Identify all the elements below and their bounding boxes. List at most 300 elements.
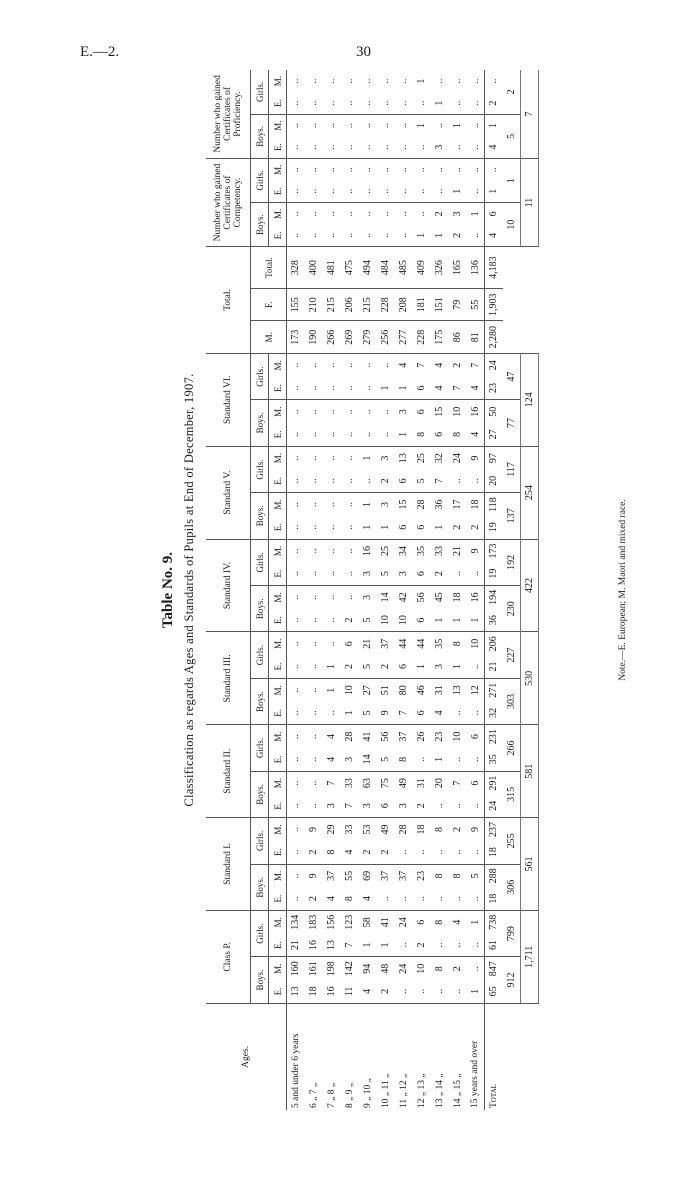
data-cell: .. [341, 225, 359, 247]
data-cell: 51 [380, 685, 391, 696]
total-cell: 23 [485, 377, 503, 400]
data-cell: 215 [323, 288, 341, 320]
data-cell: 4 [326, 734, 337, 740]
page-number: 30 [356, 44, 371, 60]
m-header: M. [269, 353, 287, 376]
data-cell: 27 [362, 685, 373, 696]
data-cell: 2 [305, 887, 323, 910]
ages-header: Ages. [206, 1003, 287, 1110]
data-cell: 34 [398, 545, 409, 556]
data-cell: 7 [341, 934, 359, 957]
data-cell: 37 [398, 870, 409, 881]
data-cell: 181 [413, 288, 431, 320]
data-cell: .. [359, 423, 377, 446]
data-cell: 6 [395, 469, 413, 492]
total-cell: 1,903 [485, 288, 503, 320]
group-header: Standard I. [206, 818, 251, 911]
data-cell: 4 [323, 748, 341, 771]
data-cell: 48 [380, 963, 391, 974]
data-cell: .. [467, 794, 485, 817]
subtotal-cell: 117 [503, 446, 521, 492]
data-cell: 18 [452, 592, 463, 603]
data-cell: 6 [344, 641, 355, 647]
subtotal-cell: 230 [503, 586, 521, 632]
m-header: M. [269, 864, 287, 887]
data-cell: .. [362, 409, 373, 415]
data-cell: 4 [467, 423, 485, 446]
data-cell: 45 [434, 592, 445, 603]
data-cell: 13 [398, 453, 409, 464]
data-cell: .. [287, 225, 305, 247]
table-row [395, 70, 413, 1110]
data-cell: 2 [413, 934, 431, 957]
data-cell: 5 [377, 748, 395, 771]
data-cell: 7 [416, 362, 427, 368]
data-cell: 4 [323, 887, 341, 910]
data-cell: 165 [449, 247, 467, 289]
age-cell: 7 „ 8 „ [323, 1003, 341, 1110]
data-cell: 5 [413, 469, 431, 492]
data-cell: .. [395, 887, 413, 910]
data-cell: .. [344, 548, 355, 554]
data-cell: 33 [344, 824, 355, 835]
data-cell: .. [377, 225, 395, 247]
age-cell: 11 „ 12 „ [395, 1003, 413, 1110]
data-cell: .. [434, 78, 445, 84]
data-cell: 32 [434, 453, 445, 464]
total-cell: 27 [485, 423, 503, 446]
data-cell: 481 [323, 247, 341, 289]
data-cell: 7 [431, 469, 449, 492]
data-cell: .. [305, 92, 323, 114]
data-cell: .. [344, 455, 355, 461]
data-cell: .. [326, 455, 337, 461]
data-cell: 10 [395, 609, 413, 632]
data-cell: .. [305, 516, 323, 539]
e-header: E. [269, 136, 287, 158]
data-cell: .. [290, 780, 302, 786]
data-cell: 206 [341, 288, 359, 320]
data-cell: 42 [398, 592, 409, 603]
total-f-header: F. [251, 288, 287, 320]
table-row [305, 70, 323, 1110]
boys-header: Boys. [251, 203, 269, 247]
data-cell: .. [467, 934, 485, 957]
group-total-cell: 561 [521, 818, 539, 911]
total-cell: 50 [485, 400, 503, 423]
total-cell: 61 [485, 934, 503, 957]
table-row [359, 70, 377, 1110]
data-cell: .. [416, 211, 427, 217]
data-cell: .. [395, 136, 413, 158]
data-cell: .. [416, 167, 427, 173]
data-cell: .. [305, 748, 323, 771]
total-cell: 24 [485, 353, 503, 376]
subtotal-cell: 10 [503, 203, 521, 247]
data-cell: 31 [434, 685, 445, 696]
data-cell: 1 [341, 702, 359, 725]
m-header: M. [269, 586, 287, 609]
data-cell: 2 [377, 841, 395, 864]
data-cell: 2 [377, 469, 395, 492]
data-cell: 175 [431, 321, 449, 353]
data-cell: 3 [452, 211, 463, 217]
data-cell: 16 [469, 406, 481, 417]
data-cell: 81 [467, 321, 485, 353]
data-cell: .. [290, 167, 302, 173]
data-cell: .. [305, 609, 323, 632]
total-cell: 2,280 [485, 321, 503, 353]
m-header: M. [269, 771, 287, 794]
data-cell: 10 [377, 609, 395, 632]
age-cell: 10 „ 11 „ [377, 1003, 395, 1110]
data-cell: .. [469, 167, 481, 173]
boys-header: Boys. [251, 493, 269, 539]
data-cell: 1 [395, 423, 413, 446]
data-cell: .. [344, 211, 355, 217]
data-cell: 23 [416, 870, 427, 881]
data-cell: 5 [377, 562, 395, 585]
data-cell: 173 [287, 321, 305, 353]
data-cell: 2 [452, 826, 463, 832]
data-cell: .. [362, 123, 373, 129]
data-cell: 2 [452, 362, 463, 368]
data-cell: .. [449, 934, 467, 957]
data-cell: .. [323, 423, 341, 446]
girls-header: Girls. [251, 158, 269, 202]
data-cell: 123 [344, 914, 355, 930]
total-m-header: M. [251, 321, 287, 353]
data-cell: 36 [434, 499, 445, 510]
girls-header: Girls. [251, 910, 269, 956]
data-cell: 8 [395, 748, 413, 771]
data-cell: .. [323, 181, 341, 203]
data-cell: .. [449, 841, 467, 864]
total-cell: 1 [485, 181, 503, 203]
girls-header: Girls. [251, 539, 269, 585]
data-cell: 13 [323, 934, 341, 957]
data-cell: 13 [287, 980, 305, 1003]
data-cell: 2 [341, 609, 359, 632]
data-cell: 5 [359, 702, 377, 725]
data-cell: 15 [434, 406, 445, 417]
data-cell: 156 [326, 914, 337, 930]
data-cell: 31 [416, 778, 427, 789]
data-cell: 16 [323, 980, 341, 1003]
data-cell: 29 [326, 824, 337, 835]
data-cell: 21 [362, 638, 373, 649]
data-cell: .. [341, 181, 359, 203]
data-cell: .. [359, 136, 377, 158]
data-cell: 1 [469, 211, 481, 217]
group-header: Standard VI. [206, 353, 251, 446]
data-cell: .. [449, 92, 467, 114]
data-cell: 17 [452, 499, 463, 510]
data-cell: 9 [377, 702, 395, 725]
total-cell: 21 [485, 655, 503, 678]
total-cell: 18 [485, 841, 503, 864]
data-cell: 1 [323, 655, 341, 678]
data-cell: 1 [449, 181, 467, 203]
subtotal-cell: 266 [503, 725, 521, 771]
subtotal-cell: 315 [503, 771, 521, 817]
data-cell: 8 [341, 887, 359, 910]
data-cell: .. [434, 123, 445, 129]
data-cell: 33 [434, 545, 445, 556]
subtotal-cell: 303 [503, 678, 521, 724]
subtotal-cell: 47 [503, 353, 521, 399]
data-cell: .. [452, 78, 463, 84]
table-subtitle: Classification as regards Ages and Standards of Pupils at End of December, 1907. [182, 373, 196, 807]
data-cell: 7 [469, 362, 481, 368]
data-cell: 46 [416, 685, 427, 696]
data-cell: 2 [452, 966, 463, 972]
e-header: E. [269, 92, 287, 114]
data-cell: 1 [413, 655, 431, 678]
data-cell: .. [290, 548, 302, 554]
data-cell: .. [377, 887, 395, 910]
data-cell: 8 [434, 966, 445, 972]
data-cell: 8 [452, 641, 463, 647]
data-cell: .. [326, 123, 337, 129]
group-header: Standard V. [206, 446, 251, 539]
total-cell: 6 [485, 203, 503, 225]
data-cell: .. [359, 377, 377, 400]
data-cell: 6 [377, 794, 395, 817]
data-cell: .. [305, 377, 323, 400]
data-cell: 228 [413, 321, 431, 353]
data-cell: 2 [377, 980, 395, 1003]
blank-cell [521, 1003, 539, 1110]
data-cell: 6 [416, 919, 427, 925]
data-cell: .. [413, 136, 431, 158]
data-cell: 9 [469, 455, 481, 461]
total-cell: 173 [485, 539, 503, 562]
data-cell: .. [434, 167, 445, 173]
data-cell: .. [380, 211, 391, 217]
blank-cell [503, 1003, 521, 1110]
data-cell: .. [308, 167, 319, 173]
e-header: E. [269, 980, 287, 1003]
data-cell: .. [287, 377, 305, 400]
data-cell: 190 [305, 321, 323, 353]
data-cell: 6 [413, 702, 431, 725]
total-header: Total. [206, 247, 251, 354]
data-cell: .. [377, 181, 395, 203]
subtotal-cell: 912 [503, 957, 521, 1003]
data-cell: .. [413, 841, 431, 864]
table-row [323, 70, 341, 1110]
m-header: M. [269, 632, 287, 655]
table-row [341, 70, 359, 1110]
total-cell: 4 [485, 225, 503, 247]
data-cell: 1 [452, 123, 463, 129]
data-cell: 18 [305, 980, 323, 1003]
data-cell: .. [323, 609, 341, 632]
data-cell: .. [449, 887, 467, 910]
data-cell: .. [287, 702, 305, 725]
data-cell: .. [323, 225, 341, 247]
data-cell: .. [341, 516, 359, 539]
data-cell: 56 [416, 592, 427, 603]
data-cell: .. [395, 934, 413, 957]
total-cell: 194 [485, 586, 503, 609]
data-cell: 37 [380, 638, 391, 649]
m-header: M. [269, 70, 287, 92]
data-cell: 228 [377, 288, 395, 320]
m-header: M. [269, 725, 287, 748]
boys-header: Boys. [251, 957, 269, 1003]
table-row [413, 70, 431, 1110]
header-row-sex [251, 70, 269, 1110]
data-cell: .. [449, 980, 467, 1003]
data-cell: .. [308, 734, 319, 740]
boys-header: Boys. [251, 771, 269, 817]
subtotal-cell: 227 [503, 632, 521, 678]
data-cell: .. [431, 980, 449, 1003]
total-cell: .. [485, 158, 503, 180]
data-cell: .. [467, 887, 485, 910]
data-cell: 1 [377, 934, 395, 957]
data-cell: .. [362, 211, 373, 217]
m-header: M. [269, 158, 287, 180]
data-cell: .. [308, 211, 319, 217]
data-cell: 6 [416, 409, 427, 415]
data-cell: .. [380, 123, 391, 129]
data-cell: 6 [413, 609, 431, 632]
data-cell: .. [449, 136, 467, 158]
data-cell: .. [290, 734, 302, 740]
data-cell: .. [326, 78, 337, 84]
data-cell: 6 [413, 516, 431, 539]
data-cell: .. [467, 562, 485, 585]
data-cell: 16 [305, 934, 323, 957]
data-cell: 10 [452, 406, 463, 417]
data-cell: .. [449, 794, 467, 817]
data-cell: .. [305, 702, 323, 725]
m-header: M. [269, 446, 287, 469]
data-cell: 10 [344, 685, 355, 696]
age-cell: 5 and under 6 years [287, 1003, 305, 1110]
data-cell: .. [359, 469, 377, 492]
data-cell: 33 [344, 778, 355, 789]
data-cell: 1 [449, 609, 467, 632]
proficiency-header: Number who gained Certificates of Proficiency. [206, 70, 251, 158]
data-cell: .. [287, 562, 305, 585]
data-cell: 5 [359, 609, 377, 632]
m-header: M. [269, 818, 287, 841]
data-cell: .. [398, 123, 409, 129]
data-cell: 26 [416, 731, 427, 742]
group-total-cell: 530 [521, 632, 539, 725]
e-header: E. [269, 423, 287, 446]
data-cell: .. [287, 794, 305, 817]
boys-header: Boys. [251, 586, 269, 632]
table-row [467, 70, 485, 1110]
data-cell: 10 [416, 963, 427, 974]
data-cell: .. [326, 594, 337, 600]
data-cell: .. [290, 641, 302, 647]
e-header: E. [269, 794, 287, 817]
data-cell: 494 [359, 247, 377, 289]
data-cell: 4 [434, 362, 445, 368]
e-header: E. [269, 702, 287, 725]
data-cell: 4 [452, 919, 463, 925]
m-header: M. [269, 957, 287, 980]
data-cell: 475 [341, 247, 359, 289]
data-cell: .. [323, 702, 341, 725]
data-cell: 4 [398, 362, 409, 368]
data-cell: .. [305, 562, 323, 585]
data-cell: 1 [413, 225, 431, 247]
data-cell: 9 [469, 548, 481, 554]
data-cell: 2 [341, 655, 359, 678]
data-cell: .. [287, 181, 305, 203]
total-cell: 97 [485, 446, 503, 469]
data-cell: .. [395, 841, 413, 864]
data-cell: 8 [434, 919, 445, 925]
data-cell: .. [431, 841, 449, 864]
group-total-cell: 11 [521, 158, 539, 246]
age-cell: 12 „ 13 „ [413, 1003, 431, 1110]
data-cell: 37 [380, 870, 391, 881]
data-cell: .. [287, 887, 305, 910]
data-cell: 1 [377, 516, 395, 539]
m-header: M. [269, 678, 287, 701]
group-total-cell: 254 [521, 446, 539, 539]
data-cell: 9 [308, 826, 319, 832]
data-cell: .. [380, 362, 391, 368]
data-cell: .. [362, 167, 373, 173]
data-cell: .. [449, 562, 467, 585]
data-cell: .. [308, 362, 319, 368]
data-cell: .. [380, 167, 391, 173]
data-cell: .. [323, 92, 341, 114]
girls-header: Girls. [251, 70, 269, 114]
data-cell: 25 [380, 545, 391, 556]
total-cell: 19 [485, 516, 503, 539]
data-cell: .. [467, 841, 485, 864]
data-cell: 6 [395, 655, 413, 678]
data-cell: .. [326, 362, 337, 368]
data-cell: 279 [359, 321, 377, 353]
data-cell: 134 [290, 914, 302, 930]
data-cell: .. [380, 78, 391, 84]
group-total-cell: 7 [521, 70, 539, 158]
data-cell: 5 [359, 655, 377, 678]
total-total-header: Total. [251, 247, 287, 289]
girls-header: Girls. [251, 353, 269, 399]
e-header: E. [269, 469, 287, 492]
data-cell: 10 [469, 638, 481, 649]
data-cell: 4 [359, 887, 377, 910]
data-cell: .. [308, 780, 319, 786]
subtotal-cell: 77 [503, 400, 521, 446]
table-header [206, 70, 287, 1110]
data-cell: 210 [305, 288, 323, 320]
data-cell: 1 [416, 123, 427, 129]
data-cell: .. [467, 92, 485, 114]
girls-header: Girls. [251, 818, 269, 864]
data-cell: 55 [344, 870, 355, 881]
e-header: E. [269, 181, 287, 203]
data-cell: .. [395, 181, 413, 203]
data-cell: 3 [380, 455, 391, 461]
total-cell: 32 [485, 702, 503, 725]
data-cell: .. [287, 469, 305, 492]
data-cell: .. [359, 92, 377, 114]
data-cell: .. [395, 225, 413, 247]
